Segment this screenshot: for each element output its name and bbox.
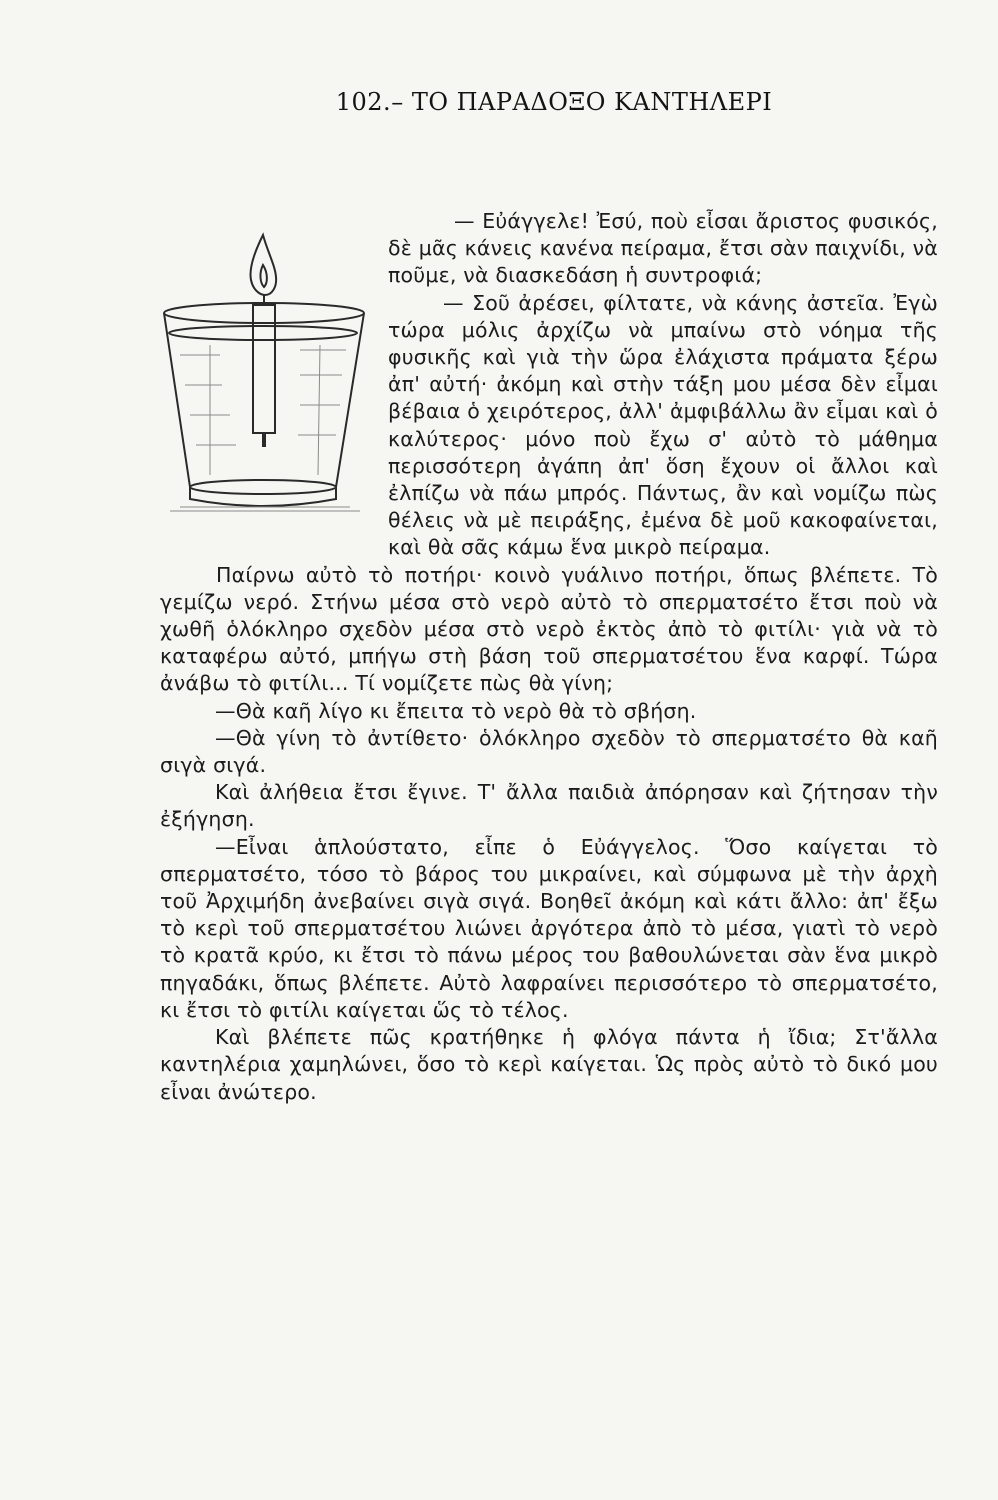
paragraph: —Θὰ γίνη τὸ ἀντίθετο· ὁλόκληρο σχεδὸν τὸ σπερματσέτο θὰ καῆ σιγὰ σιγά. [160,725,938,778]
paragraph: Καὶ ἀλήθεια ἔτσι ἔγινε. Τ' ἄλλα παιδιὰ ἀπόρησαν καὶ ζήτησαν τὴν ἐξήγηση. [160,780,938,832]
article-body [160,208,938,1106]
paragraph: — Εὐάγγελε! Ἐσύ, ποὺ εἶσαι ἄριστος φυσικός, δὲ μᾶς κάνεις κανένα πείραμα, ἔτσι σὰν παιχνίδι, νὰ ποῦμε, νὰ διασκεδάση ἡ συντροφιά; [388,209,938,288]
paragraph: —Εἶναι ἁπλούστατο, εἶπε ὁ Εὐάγγελος. Ὅσο καίγεται τὸ σπερματσέτο, τόσο τὸ βάρος του μικραίνει, καὶ σύμφωνα μὲ τὴν ἀρχὴ τοῦ Ἀρχιμήδη ἀνεβαίνει σιγὰ σιγά. Βοηθεῖ ἀκόμη καὶ κάτι ἄλλο: ἀπ' ἔξω τὸ κερὶ τοῦ σπερματσέτου λιώνει ἀργότερα ἀπὸ τὸ μέσα, γιατὶ τὸ νερὸ τὸ κρατᾶ κρύο, κι ἔτσι τὸ πάνω μέρος του βαθουλώνεται σὰν ἕνα μικρὸ πηγαδάκι, ὅπως βλέπετε. Αὐτὸ λαφραίνει περισσότερο τὸ σπερματσέτο, κι ἔτσι τὸ φιτίλι καίγεται ὥς τὸ τέλος. [160,834,938,1022]
page-title [0,88,998,116]
illustration-spacer [160,208,388,560]
paragraph: Καὶ βλέπετε πῶς κρατήθηκε ἡ φλόγα πάντα ἡ ἴδια; Στ'ἄλλα καντηλέρια χαμηλώνει, ὅσο τὸ κερὶ καίγεται. Ὡς πρὸς αὐτὸ τὸ δικό μου εἶναι ἀνώτερο. [160,1025,938,1104]
paragraph: —Θὰ καῆ λίγο κι ἔπειτα τὸ νερὸ θὰ τὸ σβήση. [215,698,697,723]
paragraph: — Σοῦ ἀρέσει, φίλτατε, νὰ κάνης ἀστεῖα. Ἐγὼ τώρα μόλις ἀρχίζω νὰ μπαίνω στὸ νόημα τῆς φυσικῆς καὶ γιὰ τὴν ὥρα ἐλάχιστα πράματα ξέρω ἀπ' αὐτή· ἀκόμη καὶ στὴν τάξη μου μέσα δὲν εἶμαι βέβαια ὁ χειρότερος, ἀλλ' ἀμφιβάλλω ἂν εἶμαι καὶ ὁ καλύτερος· μόνο ποὺ ἔχω σ' αὐτὸ τὸ μάθημα περισσότερη ἀγάπη ἀπ' ὅση ἔχουν οἱ ἄλλοι καὶ ἐλπίζω νὰ πάω μπρός. Πάντως, ἂν καὶ νομίζω πὼς θέλεις νὰ μὲ πειράξης, ἐμένα δὲ μοῦ κακοφαίνεται, καὶ θὰ σᾶς κάμω ἕνα μικρὸ πείραμα. [388,290,938,560]
title-text: 102.– ΤΟ ΠΑΡΑΔΟΞΟ ΚΑΝΤΗΛΕΡΙ [335,88,773,116]
paragraph: Παίρνω αὐτὸ τὸ ποτήρι· κοινὸ γυάλινο ποτήρι, ὅπως βλέπετε. Τὸ γεμίζω νερό. Στήνω μέσα στὸ νερὸ αὐτὸ τὸ σπερματσέτο ἔτσι ποὺ νὰ χωθῆ ὁλόκληρο σχεδὸν μέσα στὸ νερὸ ἐκτὸς ἀπὸ τὸ φιτίλι· γιὰ νὰ τὸ καταφέρω αὐτό, μπήγω στὴ βάση τοῦ σπερματσέτου ἕνα καρφί. Τώρα ἀνάβω τὸ φιτίλι... Τί νομίζετε πὼς θὰ γίνη; [160,562,938,696]
